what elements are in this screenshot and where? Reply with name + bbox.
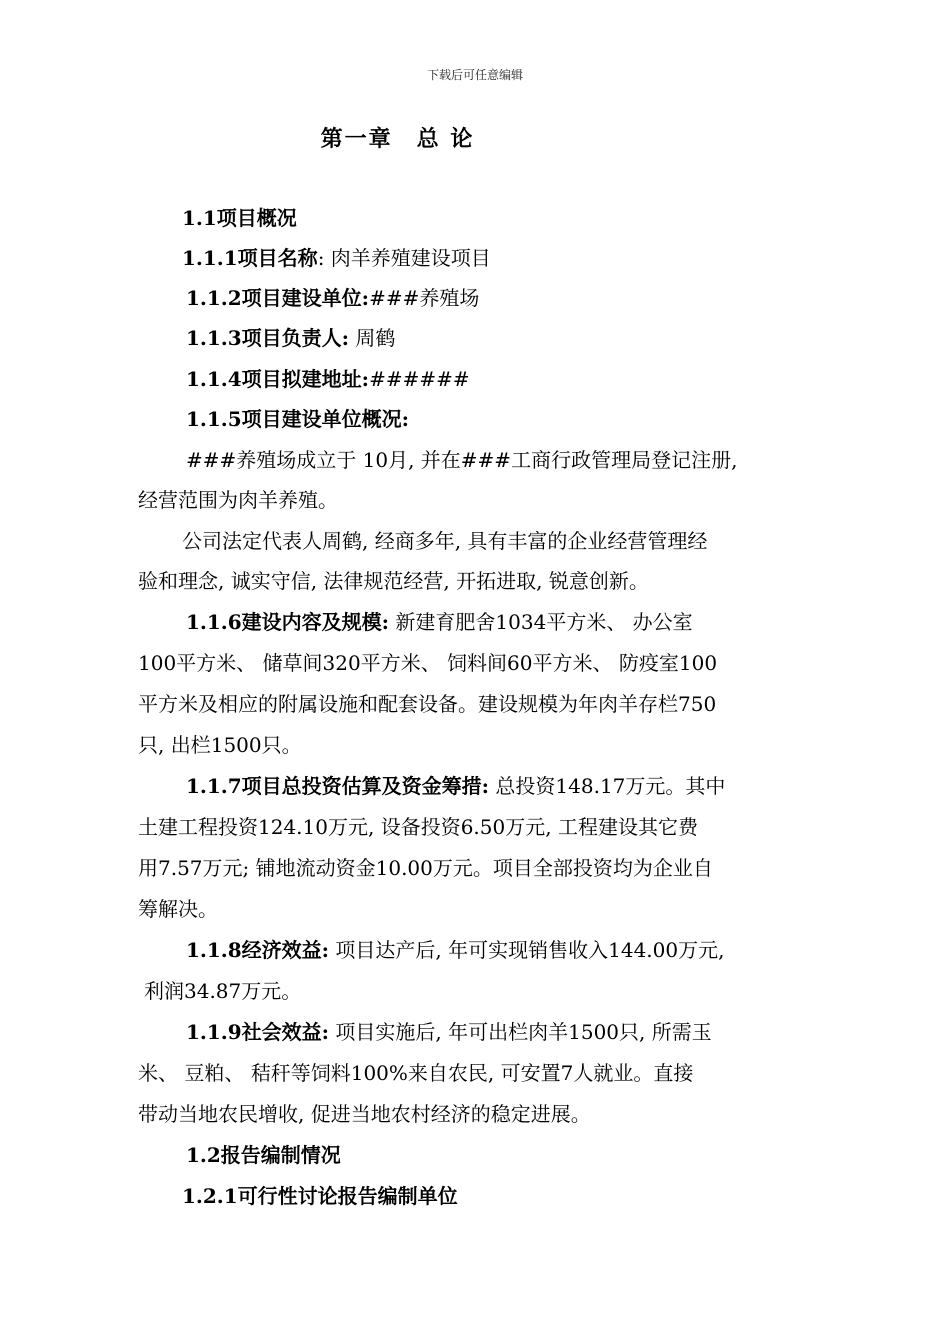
paragraph-line: 经营范围为肉羊养殖。 (138, 488, 338, 512)
header-note: 下载后可任意编辑 (426, 68, 523, 82)
paragraph-line: 100平方米、 储草间320平方米、 饲料间60平方米、 防疫室100 (138, 651, 718, 675)
section-heading-1-1: 1.1项目概况 (182, 206, 297, 230)
item-project-address: 1.1.4项目拟建地址:###### (186, 367, 470, 391)
paragraph-line: 带动当地农民增收, 促进当地农村经济的稳定进展。 (138, 1102, 591, 1126)
subsection-heading-1-2-1: 1.2.1可行性讨论报告编制单位 (182, 1184, 458, 1208)
paragraph-line: 公司法定代表人周鹤, 经商多年, 具有丰富的企业经营管理经 (182, 529, 708, 553)
paragraph-line: 平方米及相应的附属设施和配套设备。建设规模为年肉羊存栏750 (138, 692, 717, 716)
paragraph-line: 用7.57万元; 铺地流动资金10.00万元。项目全部投资均为企业自 (138, 856, 713, 880)
item-unit-overview: 1.1.5项目建设单位概况: (186, 407, 410, 431)
item-project-name: 1.1.1项目名称: 肉羊养殖建设项目 (182, 246, 491, 270)
paragraph-line: 米、 豆粕、 秸秆等饲料100%来自农民, 可安置7人就业。直接 (138, 1061, 694, 1085)
chapter-title: 第一章 总 论 (320, 126, 475, 152)
item-construction-unit: 1.1.2项目建设单位:###养殖场 (186, 286, 480, 310)
paragraph-line: 验和理念, 诚实守信, 法律规范经营, 开拓进取, 锐意创新。 (138, 569, 649, 593)
item-economic-benefit: 1.1.8经济效益: 项目达产后, 年可实现销售收入144.00万元, (186, 938, 725, 962)
paragraph-line: 利润34.87万元。 (144, 979, 302, 1003)
item-social-benefit: 1.1.9社会效益: 项目实施后, 年可出栏肉羊1500只, 所需玉 (186, 1020, 712, 1044)
section-heading-1-2: 1.2报告编制情况 (186, 1143, 341, 1167)
item-total-investment: 1.1.7项目总投资估算及资金筹措: 总投资148.17万元。其中 (186, 774, 726, 798)
paragraph-line: 只, 出栏1500只。 (138, 733, 302, 757)
item-project-leader: 1.1.3项目负责人: 周鹤 (186, 326, 396, 350)
item-construction-scale: 1.1.6建设内容及规模: 新建育肥舍1034平方米、 办公室 (186, 610, 693, 634)
paragraph-line: 筹解决。 (138, 897, 218, 921)
paragraph-line: 土建工程投资124.10万元, 设备投资6.50万元, 工程建设其它费 (138, 815, 698, 839)
paragraph-line: ###养殖场成立于 10月, 并在###工商行政管理局登记注册, (186, 448, 738, 472)
